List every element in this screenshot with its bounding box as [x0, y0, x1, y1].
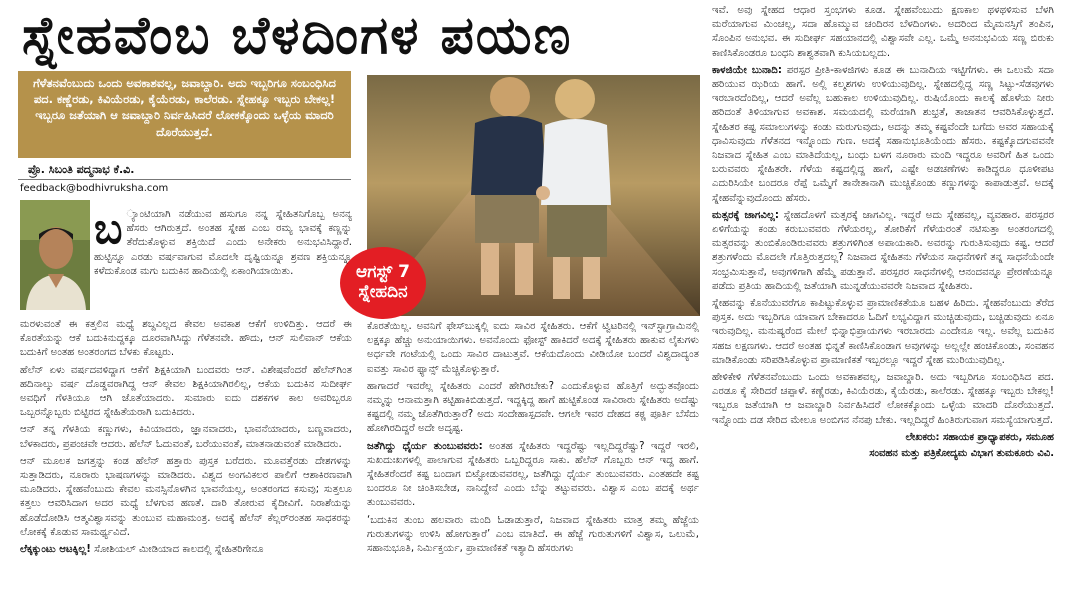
standfirst: ಗೆಳೆತನವೆಂಬುದು ಒಂದು ಅವಕಾಶವಲ್ಲ, ಜವಾಬ್ದಾರಿ. ಅದು ಇಬ್ಬರಿಗೂ ಸಂಬಂಧಿಸಿದ ಪದ. ಕಣ್ಣೆರಡು, ಕಿವಿಯೆರಡು, ಕೈಯೆರಡು, ಕಾಲೆರಡು. ಸ್ನೇಹಕ್ಕೂ ಇಬ್ಬರು ಬೇಕಲ್ಲ! ಇಬ್ಬರೂ ಜತೆಯಾಗಿ ಆ ಜವಾಬ್ದಾರಿ ನಿರ್ವಹಿಸಿದರೆ ಲೋಕಕ್ಕೊಂದು ಒಳ್ಳೆಯ ಮಾದರಿ ದೊರೆಯುತ್ತದೆ. [18, 71, 351, 158]
column-1-intro [94, 208, 352, 318]
paragraph: ಕೊರತೆಯಿಲ್ಲ. ಅವನಿಗೆ ಫೇಸ್‌ಬುಕ್ಕಲ್ಲಿ ಐದು ಸಾವಿರ ಸ್ನೇಹಿತರು. ಆಕೆಗೆ ಟ್ವಿಟರಿನಲ್ಲಿ ಇನ್‌ಸ್ಟಾಗ್ರಾಮಿನಲ್ಲಿ ಲಕ್ಷಕ್ಕೂ ಹೆಚ್ಚು ಅನುಯಾಯಿಗಳು. ಅವನೊಂದು ಫೋಸ್ಟ್ ಹಾಕಿದರೆ ಅದಕ್ಕೆ ಸ್ನೇಹಿತರು ಹಾಕುವ ಲೈಕುಗಳು ಅರ್ಧವೇ ಗಂಟೆಯಲ್ಲಿ ಒಂದು ಸಾವಿರ ದಾಟುತ್ತವೆ. ಆಕೆಯದೊಂದು ವೀಡಿಯೋ ಬಂದರೆ ವಿಶ್ವದಾದ್ಯಂತ ಐವತ್ತು ಸಾವಿರ ಫ್ಯಾನ್ಸ್ ಮೆಚ್ಚಿಕೊಳ್ಳುತ್ತಾರೆ. [367, 321, 699, 375]
author-photo [20, 200, 90, 310]
column-3 [712, 4, 1054, 608]
paragraph: ಆನ್ ಮೂಲಕ ಜಗತ್ತನ್ನು ಕಂಡ ಹೆಲೆನ್ ಹತ್ತಾರು ಪುಸ್ತಕ ಬರೆದರು. ಮೂವತ್ತೆರಡು ದೇಶಗಳನ್ನು ಸುತ್ತಾಡಿದರು, ನೂರಾರು ಭಾಷಣಗಳನ್ನು ಮಾಡಿದರು. ವಿಶ್ವದ ಅಂಗವಿಕಲರ ಪಾಲಿಗೆ ಆಶಾಕಿರಣವಾಗಿ ಮೂಡಿದರು. ಸ್ನೇಹವೆಂಬುದು ಕೇವಲ ಮನಸ್ಸಿನೊಳಗಿನ ಭಾವನೆಯಲ್ಲ, ಅಂತರಂಗದ ಕಸುವು; ಸುತ್ತಲೂ ಕತ್ತಲು ಆವರಿಸಿದಾಗ ಅದರ ಮಧ್ಯೆ ಬೆಳಗುವ ಹಣತೆ. ದಾರಿ ತೋರುವ ಕೈದೀವಿಗೆ. ನಿರಾಶೆಯನ್ನು ಹೊಡೆದೋಡಿಸಿ ಆತ್ಮವಿಶ್ವಾಸವನ್ನು ತುಂಬುವ ಮಹಾಮಂತ್ರ. ಅದಕ್ಕೆ ಹೆಲೆನ್ ಕೆಲ್ಲರ್‌ರಂತಹ ಸಾಧಕರನ್ನು ಲೋಕಕ್ಕೆ ಕೊಡುವ ಸಾಮರ್ಥ್ಯವಿದೆ. [20, 455, 352, 538]
paragraph-text: ಸೋಶಿಯಲ್ ಮೀಡಿಯಾದ ಕಾಲದಲ್ಲಿ ಸ್ನೇಹಿತರಿಗೇನೂ [94, 544, 264, 556]
badge-date: ಆಗಸ್ಟ್ 7 [356, 262, 410, 282]
author-byline: ಪ್ರೊ. ಸಿಬಂತಿ ಪದ್ಮನಾಭ ಕೆ.ವಿ. [28, 163, 135, 176]
subheading: ಕಾಳಜಿಯೇ ಬುನಾದಿ: [712, 64, 782, 76]
badge-label: ಸ್ನೇಹದಿನ [358, 282, 408, 302]
author-note-2: ಸಂವಹನ ಮತ್ತು ಪತ್ರಿಕೋದ್ಯಮ ವಿಭಾಗ ತುಮಕೂರು ವಿವಿ. [869, 447, 1054, 459]
author-note-1: ಲೇಖಕರು: ಸಹಾಯಕ ಪ್ರಾಧ್ಯಾಪಕರು, ಸಮೂಹ [905, 431, 1054, 443]
paragraph-text: ಅಂತಹ ಸ್ನೇಹಿತರು ಇದ್ದರೆಷ್ಟು ಇಲ್ಲದಿದ್ದರೆಷ್ಟು? ಇದ್ದರೆ ಇರಲಿ, ಸುಖದುಃಖಗಳಲ್ಲಿ ಪಾಲಾಗುವ ಸ್ನೇಹಿತರು ಒಬ್ಬರಿದ್ದರೂ ಸಾಕು. ಹೆಲೆನ್ ಗೊಬ್ಬರು ಆನ್ ಇದ್ದ ಹಾಗೆ. ಸ್ನೇಹಿತರೆಂದರೆ ಕಷ್ಟ ಬಂದಾಗ ಬಿಟ್ಟೋಡುವವರಲ್ಲ, ಜತೆಗಿದ್ದು ಧೈರ್ಯ ತುಂಬುವವರು. ಎಂತಹದೇ ಕಷ್ಟ ಬಂದರೂ ನೀ ಚಿಂತಿಸಬೇಡ, ನಾನಿದ್ದೇನೆ ಎಂದು ಬೆನ್ನು ತಟ್ಟುವವರು. ವಿಶ್ವಾಸ ಎಂಬ ಪದಕ್ಕೆ ಅರ್ಥ ತುಂಬುವವರು. [367, 440, 699, 509]
friendship-day-badge [340, 247, 426, 319]
paragraph [367, 440, 699, 511]
paragraph: ಆನ್ ತನ್ನ ಗೆಳತಿಯ ಕಣ್ಣುಗಳು, ಕಿವಿಯಾದರು, ಜ್ಞಾನವಾದರು, ಭಾವನೆಯಾದರು, ಬಣ್ಣವಾದರು, ಬೆಳಕಾದರು, ಪ್ರಪಂಚವೇ ಆದರು. ಹೆಲೆನ್ ಓದುವಂತೆ, ಬರೆಯುವಂತೆ, ಮಾತನಾಡುವಂತೆ ಮಾಡಿದರು. [20, 424, 352, 450]
intro-text: ್ಯಾಂಟಿಯಾಗಿ ನಡೆಯುವ ಹಸುಗೂ ನನ್ನ ಸ್ನೇಹಿತನಿಗೊಬ್ಬ ಅನನ್ಯ ಹೆಸರು ಆಗಿರುತ್ತದೆ. ಅಂತಹ ಸ್ನೇಹ ಎಂಬ ರಮ್ಯ ಭಾವಕ್ಕೆ ಕಣ್ಣನ್ನು ತೆರೆದುಕೊಳ್ಳುವ ಶಕ್ತಿಯಿದೆ ಎಂದು ಅನೇಕರು ಅನುಭವಿಸಿದ್ದಾರೆ. ಹುಟ್ಟಿನ್ನೂ ಎರಡು ವರ್ಷವಾಗುವ ಮೊದಲೇ ದೃಷ್ಟಿಯನ್ನೂ ಶ್ರವಣ ಶಕ್ತಿಯನ್ನೂ ಕಳೆದುಕೊಂಡ ಮಗು ಬದುಕಿನ ಹಾದಿಯಲ್ಲಿ ಏಕಾಂಗಿಯಾಯಿತು. [94, 209, 352, 277]
subheading: ಮತ್ಸರಕ್ಕೆ ಜಾಗವಿಲ್ಲ: [712, 209, 779, 221]
drop-cap: ಬ [94, 208, 123, 253]
paragraph: ಹೆಲೆನ್ ಏಳು ವರ್ಷದವಳಿದ್ದಾಗ ಆಕೆಗೆ ಶಿಕ್ಷಕಿಯಾಗಿ ಬಂದವರು ಆನ್. ವಿಶೇಷವೆಂದರೆ ಹೆಲೆನ್‌ಗಿಂತ ಹದಿನಾಲ್ಕು ವರ್ಷ ದೊಡ್ಡವರಾಗಿದ್ದ ಆನ್ ಕೇವಲ ಶಿಕ್ಷಕಿಯಾಗಿರಲಿಲ್ಲ, ಆಕೆಯ ಬದುಕಿನ ಸುದೀರ್ಘ ಅವಧಿಗೆ ಗೆಳತಿಯೂ ಆಗಿ ಜೊತೆಯಾದರು. ಸುಮಾರು ಐದು ದಶಕಗಳ ಕಾಲ ಅವರಿಬ್ಬರೂ ಒಬ್ಬರನ್ನೊಬ್ಬರು ಬಿಟ್ಟಿರದ ಸ್ನೇಹಿತೆಯರಾಗಿ ಬದುಕಿದರು. [20, 364, 352, 419]
paragraph: ‘ಬದುಕಿನ ತುಂಬ ಹಲವಾರು ಮಂದಿ ಓಡಾಡುತ್ತಾರೆ, ನಿಜವಾದ ಸ್ನೇಹಿತರು ಮಾತ್ರ ತಮ್ಮ ಹೆಜ್ಜೆಯ ಗುರುತುಗಳನ್ನು ಉಳಿಸಿ ಹೋಗುತ್ತಾರೆ’ ಎಂಬ ಮಾತಿದೆ. ಈ ಹೆಜ್ಜೆ ಗುರುತುಗಳಿಗೆ ವಿಶ್ವಾಸ, ಒಲುಮೆ, ಸಹಾನುಭೂತಿ, ನಿರ್ಮಿಕ್ತರ್ಯ, ಪ್ರಾಮಾಣಿಕತೆ ಇತ್ಯಾದಿ ಹೆಸರುಗಳು [367, 514, 699, 555]
paragraph-text: ಸ್ನೇಹದೊಳಗೆ ಮತ್ಸರಕ್ಕೆ ಜಾಗವಿಲ್ಲ. ಇದ್ದರೆ ಅದು ಸ್ನೇಹವಲ್ಲ, ವ್ಯವಹಾರ. ಪರಸ್ಪರರ ಏಳಿಗೆಯನ್ನು ಕಂಡು ಕರುಬುವವರು ಗೆಳೆಯರಲ್ಲ, ತೋರಿಕೆಗೆ ಗೆಳೆಯರಂತೆ ನಟಿಸುತ್ತಾ ಅಂತರಂಗದಲ್ಲಿ ಮತ್ಸರವನ್ನು ತುಂಬಿಕೊಂಡಿರುವವರು ಶತ್ರುಗಳಿಗಿಂತ ಅಪಾಯಕಾರಿ. ಅವರನ್ನು ಗುರುತಿಸುವುದು ಕಷ್ಟ. ಆದರೆ ಶತ್ರುಗಳೆಂದು ಮೊದಲೇ ಗೊತ್ತಿರುತ್ತದಲ್ಲ? ನಿಜವಾದ ಸ್ನೇಹಿತನು ಗೆಳೆಯನ ಸಾಧನೆಗಳಿಗೆ ತನ್ನ ಸಾಧನೆಯೆಂದೇ ಸಂಭ್ರಮಿಸುತ್ತಾನೆ, ಅವುಗಳಿಗಾಗಿ ಹೆಮ್ಮೆ ಪಡುತ್ತಾನೆ. ಪರಸ್ಪರರ ಸಾಧನೆಗಳಲ್ಲಿ ಆನಂದವನ್ನೂ ಪ್ರೇರಣೆಯನ್ನೂ ಪಡೆದು ಪ್ರತಿಯ ಹಾದಿಯಲ್ಲಿ ಜತೆಯಾಗಿ ಮುನ್ನಡೆಯುವವರೇ ನಿಜವಾದ ಸ್ನೇಹಿತರು. [712, 209, 1054, 292]
divider [18, 179, 351, 180]
paragraph: ಹೇಳಿಕೇಳಿ ಗೆಳೆತನವೆಂಬುದು ಒಂದು ಅವಕಾಶವಲ್ಲ, ಜವಾಬ್ದಾರಿ. ಅದು ಇಬ್ಬರಿಗೂ ಸಂಬಂಧಿಸಿದ ಪದ. ಎರಡೂ ಕೈ ಸೇರಿದರೆ ಚಪ್ಪಾಳೆ. ಕಣ್ಣೆರಡು, ಕಿವಿಯೆರಡು, ಕೈಯೆರಡು, ಕಾಲೆರಡು. ಸ್ನೇಹಕ್ಕೂ ಇಬ್ಬರು ಬೇಕಲ್ಲ! ಇಬ್ಬರೂ ಜತೆಯಾಗಿ ಆ ಜವಾಬ್ದಾರಿ ನಿರ್ವಹಿಸಿದರೆ ಲೋಕಕ್ಕೊಂದು ಒಳ್ಳೆಯ ಮಾದರಿ ದೊರೆಯುತ್ತದೆ. ಇನ್ನೊಂದು ದಡ ಸೇರಿದ ಮೇಲೂ ಅಂಬಿಗನ ನೆನಪು ಬೇಕು. ಇಲ್ಲದಿದ್ದರೆ ಹಿಂತಿರುಗುವಾಗ ಸಮಸ್ಯೆಯಾಗುತ್ತದೆ. [712, 372, 1054, 426]
feedback-email: feedback@bodhivruksha.com [20, 183, 169, 194]
headline: ಸ್ನೇಹವೆಂಬ ಬೆಳದಿಂಗಳ ಪಯಣ [22, 5, 573, 66]
paragraph: ಸ್ನೇಹವನ್ನು ಕೊನೆಯುವರೆಗೂ ಕಾಪಿಟ್ಟುಕೊಳ್ಳುವ ಪ್ರಾಮಾಣಿಕತೆಯೂ ಬಹಳ ಹಿರಿದು. ಸ್ನೇಹವೆಂಬುದು ತೆರೆದ ಪುಸ್ತಕ. ಅದು ಇಬ್ಬರಿಗೂ ಯಾವಾಗ ಬೇಕಾದರೂ ಓದಿಗೆ ಲಭ್ಯವಿದ್ದಾಗ ಮುಚ್ಚಿಡುವುದು, ಬಚ್ಚಿಡುವುದು ಏನೂ ಇರುವುದಿಲ್ಲ. ಮನುಷ್ಯರೆಂದ ಮೇಲೆ ಭಿನ್ನಾಭಿಪ್ರಾಯಗಳು ಇರಬಾರದು ಎಂದೇನೂ ಇಲ್ಲ. ಅವೆಲ್ಲ ಬದುಕಿನ ಸಹಜ ಲಕ್ಷಣಗಳು. ಆದರೆ ಅಂತಹ ಭಿನ್ನತೆ ಕಾಣಿಸಿಕೊಂಡಾಗ ಅವುಗಳನ್ನು ಅಲ್ಲಲ್ಲೇ ಹಂಚಿಕೊಂಡು, ಸಂವಹನ ಮಾಡಿಕೊಂಡು ಸರಿಪಡಿಸಿಕೊಳ್ಳುವ ಪ್ರಾಮಾಣಿಕತೆ ಇಬ್ಬರಲ್ಲೂ ಇದ್ದರೆ ಸ್ನೇಹ ಮುರಿಯುವುದಿಲ್ಲ. [712, 298, 1054, 366]
paragraph [712, 64, 1054, 206]
subheading: ಲೆಕ್ಕಕ್ಕುಂಟು ಆಟಕ್ಕಿಲ್ಲ! [20, 544, 91, 556]
subheading: ಜತೆಗಿದ್ದು ಧೈರ್ಯ ತುಂಬುವವರು: [367, 440, 483, 452]
paragraph [712, 209, 1054, 294]
column-2 [367, 320, 699, 608]
paragraph: ಹಾಗಾದರೆ ಇವರೆಲ್ಲ ಸ್ನೇಹಿತರು ಎಂದರೆ ಹೇಗಿರಬೇಕು? ಎಂದುಕೊಳ್ಳುವ ಹೊತ್ತಿಗೆ ಅದ್ಭುತವೊಂದು ನಮ್ಮನ್ನು ಆನಾಮತ್ತಾಗಿ ಕಟ್ಟಿಹಾಕಿಬಿಡುತ್ತದೆ. ಇದ್ದಕ್ಕಿದ್ದ ಹಾಗೆ ಹುಟ್ಟಿಕೊಂಡ ಸಾವಿರಾರು ಸ್ನೇಹಿತರು ಅದೆಷ್ಟು ಕಷ್ಟದಲ್ಲಿ ನಮ್ಮ ಜೊತೆಗಿರುತ್ತಾರೆ? ಅದು ಸಂದೇಹಾಸ್ಪದವೇ. ಆಗಲೇ ಇವರ ದೇಹದ ಕಠ್ಣ ಪೂರ್ತಿ ಬೆಸೆದು ಹೋಗಿರದಿದ್ದರೆ ಅದೇ ಅದೃಷ್ಟ. [367, 380, 699, 435]
paragraph-text: ಪರಸ್ಪರ ಪ್ರೀತಿ-ಕಾಳಜಿಗಳು ಕೂಡ ಈ ಬುನಾದಿಯ ಇಟ್ಟಿಗೆಗಳು. ಈ ಒಲುಮೆ ಸದಾ ಹರಿಯುವ ಝರಿಯ ಹಾಗೆ. ಅಲ್ಲಿ ಕಲ್ಮಶಗಳು ಉಳಿಯುವುದಿಲ್ಲ. ಸ್ನೇಹದಲ್ಲಿದ್ದ ಸಣ್ಣ ಸಿಟ್ಟು-ಸೆಡವುಗಳು ಇರಬಾರದೆಂದಿಲ್ಲ, ಆದರೆ ಅವೆಲ್ಲ ಬಹುಕಾಲ ಉಳಿಯುವುದಿಲ್ಲ. ರುಷಿಯೊಂದು ಕಾಲಕ್ಕೆ ಹೊಳೆಯ ನೀರು ಹರಿದಂತೆ ತಿಳಿಯಾಗುವ ಅವಕಾಶ. ಸಮಯದಲ್ಲಿ ಮರೆಯಾಗಿ ಶುಭ್ರತೆ, ತಾಜಾತನ ಆವರಿಸಿಕೊಳ್ಳುತ್ತದೆ. ಸ್ನೇಹಿತರ ಕಷ್ಟ ಸಮಾಲುಗಳನ್ನು ಕಂಡು ಮರುಗುವುದು, ಅದನ್ನು ತಮ್ಮ ಕಷ್ಟವೆಂದೇ ಬಗೆದು ಅವರ ಸಹಾಯಕ್ಕೆ ಧಾವಿಸುವುದು ಗೆಳೆತನದ ಇನ್ನೊಂದು ಗುಣ. ಅದಕ್ಕೆ ಸಹಾನುಭೂತಿಯೆಂದು ಹೆಸರು. ಕಷ್ಟಕ್ಕೊದಗುವವನೇ ನಿಜವಾದ ಸ್ನೇಹಿತ ಎಂಬ ಮಾತಿದೆಯಲ್ಲ, ಬಂಧು ಬಳಗ ನೂರಾರು ಮಂದಿ ಇದ್ದರೂ ಅವರಿಗೆ ಹಿತ ಒಂದು ಬರುವವರು ಸ್ನೇಹಿತರೇ. ಗೆಳೆಯ ಕಷ್ಟದಲ್ಲಿದ್ದ ಹಾಗೆ, ಎಷ್ಟೇ ಅಡಚಣೆಗಳು ಕಾಡಿದ್ದರೂ ಧೂಳೀಪಟ ಎದುರಿಸಿಯೇ ಬಂದರೂ ರೆಪ್ಪೆ ಒಮ್ಮೆಗೆ ತಾನೇತಾನಾಗಿ ಮುಚ್ಚಿಕೊಂಡು ಕಣ್ಣುಗಳನ್ನು ಕಾಪಾಡುತ್ತವೆ. ಅದಕ್ಕೆ ಸ್ನೇಹವೆನ್ನುವುದೊಂದು ಹೆಸರು. [712, 64, 1054, 204]
paragraph: ಇವೆ. ಅವು ಸ್ನೇಹದ ಆಧಾರ ಸ್ತಂಭಗಳು ಕೂಡ. ಸ್ನೇಹವೆಂಬುದು ಕ್ಷಣಕಾಲ ಥಳಥಳಿಸುವ ಬೆಳಗಿ ಮರೆಯಾಗುವ ಮಿಂಚಲ್ಲ, ಸದಾ ಹೊಮ್ಮುವ ಚಂದಿರನ ಬೆಳದಿಂಗಳು. ಅದರಿಂದ ಮೈಮನಸ್ಸಿಗೆ ತಂಪಿನ, ಸೊಂಪಿನ ಅನುಭವ. ಈ ಸುದೀರ್ಘ ಸಹಯಾನದಲ್ಲಿ ವಿಶ್ವಾಸವೇ ಎಲ್ಲ. ಒಮ್ಮೆ ಅನನುಭವಿಯ ಸಣ್ಣ ಬಿರುಕು ಕಾಣಿಸಿಕೊಂಡರೂ ಬಂಧನಿ ಶಾಶ್ವತವಾಗಿ ಕುಸಿಯಬಲ್ಲದು. [712, 5, 1054, 59]
paragraph [20, 543, 352, 557]
paragraph: ಮರಳುವಂತೆ ಈ ಕತ್ತಲಿನ ಮಧ್ಯೆ ಶಬ್ದವಿಲ್ಲದ ಕೇವಲ ಅವಕಾಶ ಆಕೆಗೆ ಉಳಿದಿತ್ತು. ಆದರೆ ಈ ಕೊರತೆಯನ್ನು ಆಕೆ ಬದುಕಿನುದ್ದಕ್ಕೂ ದೂರವಾಗಿಸಿದ್ದು ಗೆಳೆತನವೇ. ಹೌದು, ಆನ್ ಸುಲಿವಾನ್ ಆಕೆಯ ಬದುಕಿಗೆ ಅಂತಹ ಅಂತರಂಗದ ಬೆಳಕು ಕೊಟ್ಟರು. [20, 319, 352, 359]
column-1-body [20, 318, 352, 608]
